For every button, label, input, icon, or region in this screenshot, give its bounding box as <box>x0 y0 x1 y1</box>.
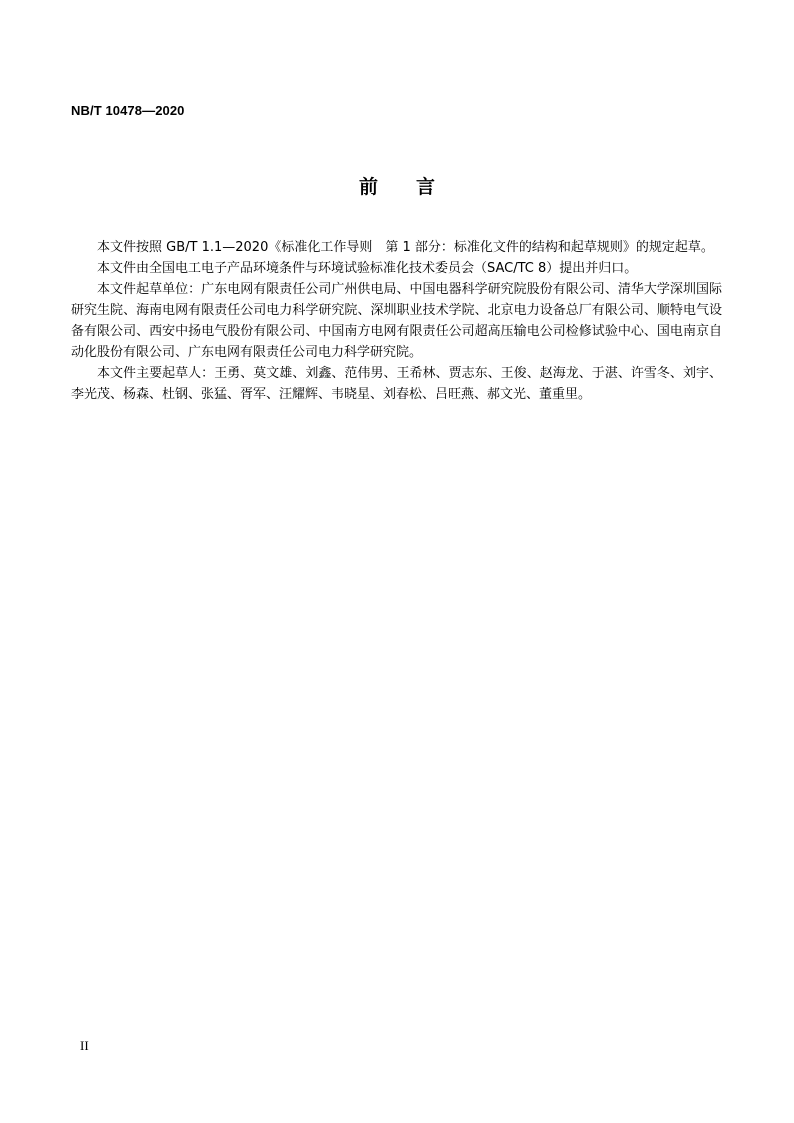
paragraph-proposer: 本文件由全国电工电子产品环境条件与环境试验标准化技术委员会（SAC/TC 8）提出并归口。 <box>97 261 638 276</box>
page-number: II <box>80 1038 89 1053</box>
paragraph-drafting-rules: 本文件按照 GB/T 1.1—2020《标准化工作导则 第 1 部分：标准化文件的结构和起草规则》的规定起草。 <box>97 240 714 255</box>
foreword-body <box>71 237 722 405</box>
page-title: 前 言 <box>358 176 435 198</box>
standard-number: NB/T 10478—2020 <box>71 103 185 118</box>
paragraph-drafters: 本文件主要起草人：王勇、莫文雄、刘鑫、范伟男、王希林、贾志东、王俊、赵海龙、于湛、许雪冬、刘宇、李光茂、杨森、杜钢、张猛、胥军、汪耀辉、韦晓星、刘春松、吕旺燕、郝文光、董重里。 <box>71 366 722 402</box>
paragraph-drafting-units: 本文件起草单位：广东电网有限责任公司广州供电局、中国电器科学研究院股份有限公司、清华大学深圳国际研究生院、海南电网有限责任公司电力科学研究院、深圳职业技术学院、北京电力设备总厂有限公司、顺特电气设备有限公司、西安中扬电气股份有限公司、中国南方电网有限责任公司超高压输电公司检修试验中心、国电南京自动化股份有限公司、广东电网有限责任公司电力科学研究院。 <box>71 282 722 360</box>
